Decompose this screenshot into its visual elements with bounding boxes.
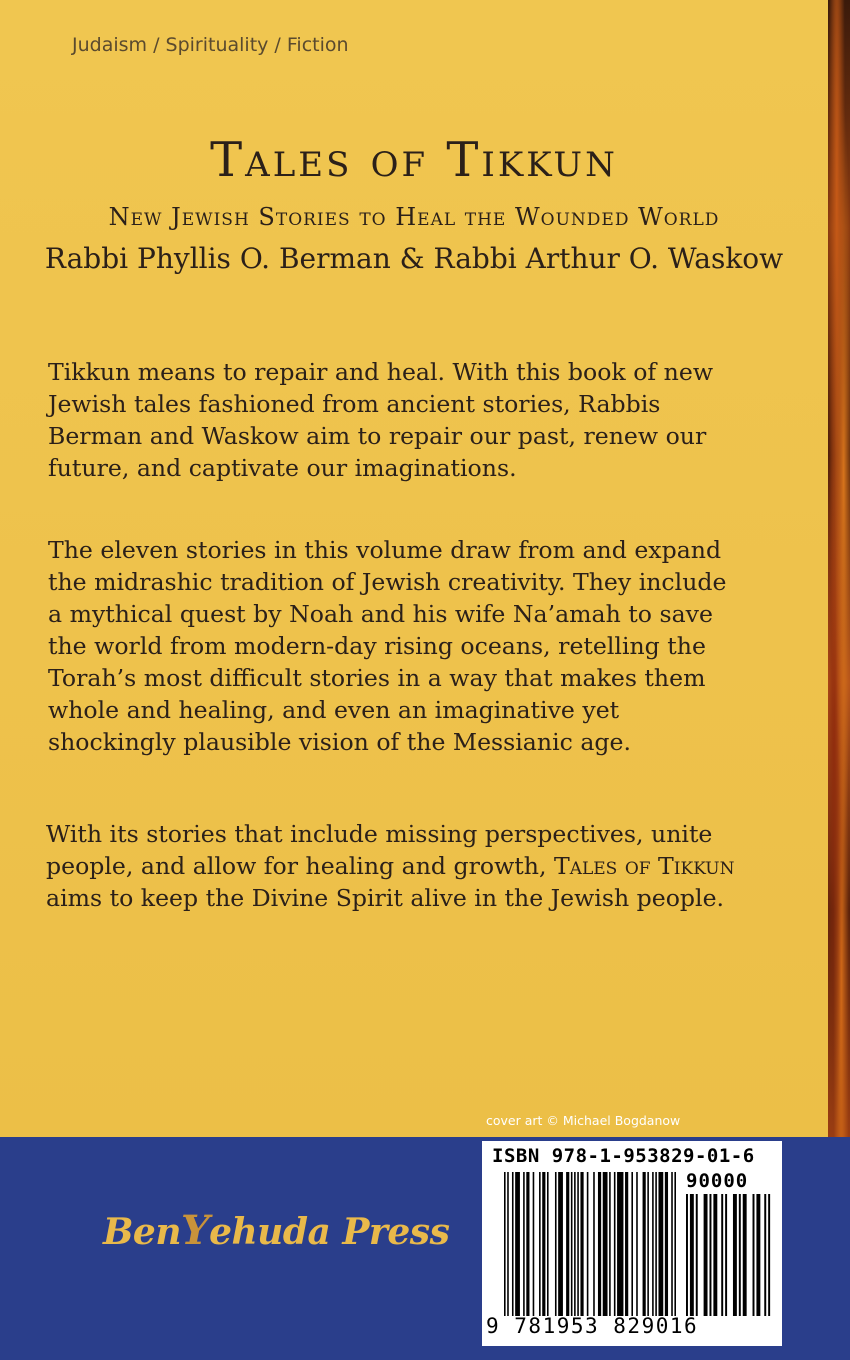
barcode-bar [631, 1172, 633, 1316]
barcode-bar [577, 1172, 579, 1316]
barcode-bar [625, 1172, 628, 1316]
barcode-bar [598, 1172, 601, 1316]
barcode-bar [753, 1194, 755, 1316]
barcode-bar [566, 1172, 569, 1316]
book-authors: Rabbi Phyllis O. Berman & Rabbi Arthur O. Waskow [44, 242, 784, 275]
ean-barcode [504, 1172, 676, 1316]
barcode-bar [725, 1194, 727, 1316]
paragraph-3-text-start: With its stories that include missing perspectives, unite people, and allow for healing and growth, [46, 820, 713, 880]
barcode-bar [580, 1172, 583, 1316]
barcode-bar [504, 1172, 506, 1316]
barcode-bar [647, 1172, 649, 1316]
publisher-name-part2: Y [181, 1207, 210, 1254]
description-paragraph-1: Tikkun means to repair and heal. With this book of new Jewish tales fashioned from ancient stories, Rabbis Berman and Waskow aim to repair our past, renew our future, and captivate our imaginations. [48, 358, 714, 482]
barcode-bar [658, 1172, 663, 1316]
barcode-bar [539, 1172, 541, 1316]
barcode-bar [709, 1194, 711, 1316]
barcode-bar [558, 1172, 563, 1316]
barcode-bar [614, 1172, 616, 1316]
barcode-bar [743, 1194, 747, 1316]
barcode-bar [690, 1194, 694, 1316]
paragraph-3-book-title: Tales of Tikkun [553, 852, 735, 880]
barcode-bar [704, 1194, 708, 1316]
barcode-bar [655, 1172, 657, 1316]
description-paragraph-3 [46, 818, 746, 914]
barcode-bar [515, 1172, 520, 1316]
barcode-bar [756, 1194, 760, 1316]
barcode-bar [652, 1172, 654, 1316]
barcode-bar [686, 1194, 688, 1316]
addon-barcode [686, 1194, 776, 1316]
barcode-bar [512, 1172, 514, 1316]
book-subtitle: New Jewish Stories to Heal the Wounded World [108, 203, 720, 231]
category-label: Judaism / Spirituality / Fiction [72, 34, 349, 56]
isbn-label: ISBN 978-1-953829-01-6 [492, 1145, 755, 1167]
cover-art-edge [828, 0, 850, 1137]
price-code: 90000 [686, 1170, 749, 1192]
barcode-bar [533, 1172, 535, 1316]
barcode-bar [571, 1172, 573, 1316]
barcode-bar [643, 1172, 646, 1316]
barcode-bar [733, 1194, 737, 1316]
barcode-bar [555, 1172, 557, 1316]
barcode-bar [696, 1194, 698, 1316]
publisher-name-part3: ehuda Press [209, 1211, 450, 1253]
barcode-bar [593, 1172, 595, 1316]
barcode-bar [721, 1194, 723, 1316]
barcode-bar [764, 1194, 766, 1316]
barcode-bar [674, 1172, 676, 1316]
paragraph-3-text-end: aims to keep the Divine Spirit alive in the Jewish people. [46, 884, 725, 912]
barcode-bar [523, 1172, 525, 1316]
barcode-bar [542, 1172, 545, 1316]
cover-art-credit: cover art © Michael Bogdanow [486, 1113, 681, 1128]
barcode-bar [603, 1172, 608, 1316]
description-paragraph-2: The eleven stories in this volume draw from and expand the midrashic tradition of Jewish creativity. They include a mythical quest by Noah and his wife Na’amah to save the world from modern-day rising oceans, retelling the Torah’s most difficult stories in a way that makes them whole and healing, and even an imaginative yet shockingly plausible vision of the Messianic age. [48, 536, 727, 756]
barcode-bar [507, 1172, 509, 1316]
publisher-logo [103, 1207, 449, 1254]
barcode-bar [587, 1172, 589, 1316]
barcode-bar [713, 1194, 717, 1316]
book-title: Tales of Tikkun [210, 132, 618, 188]
barcode-bar [671, 1172, 673, 1316]
publisher-name-part1: Ben [103, 1211, 182, 1253]
barcode-bar [609, 1172, 611, 1316]
barcode-digits: 9 781953 829016 [486, 1314, 699, 1338]
barcode-bar [526, 1172, 529, 1316]
barcode-bar [574, 1172, 576, 1316]
barcode-bar [636, 1172, 638, 1316]
barcode-bar [665, 1172, 668, 1316]
barcode-bar [768, 1194, 770, 1316]
barcode-bar [547, 1172, 549, 1316]
barcode-bar [617, 1172, 623, 1316]
barcode-bar [739, 1194, 741, 1316]
